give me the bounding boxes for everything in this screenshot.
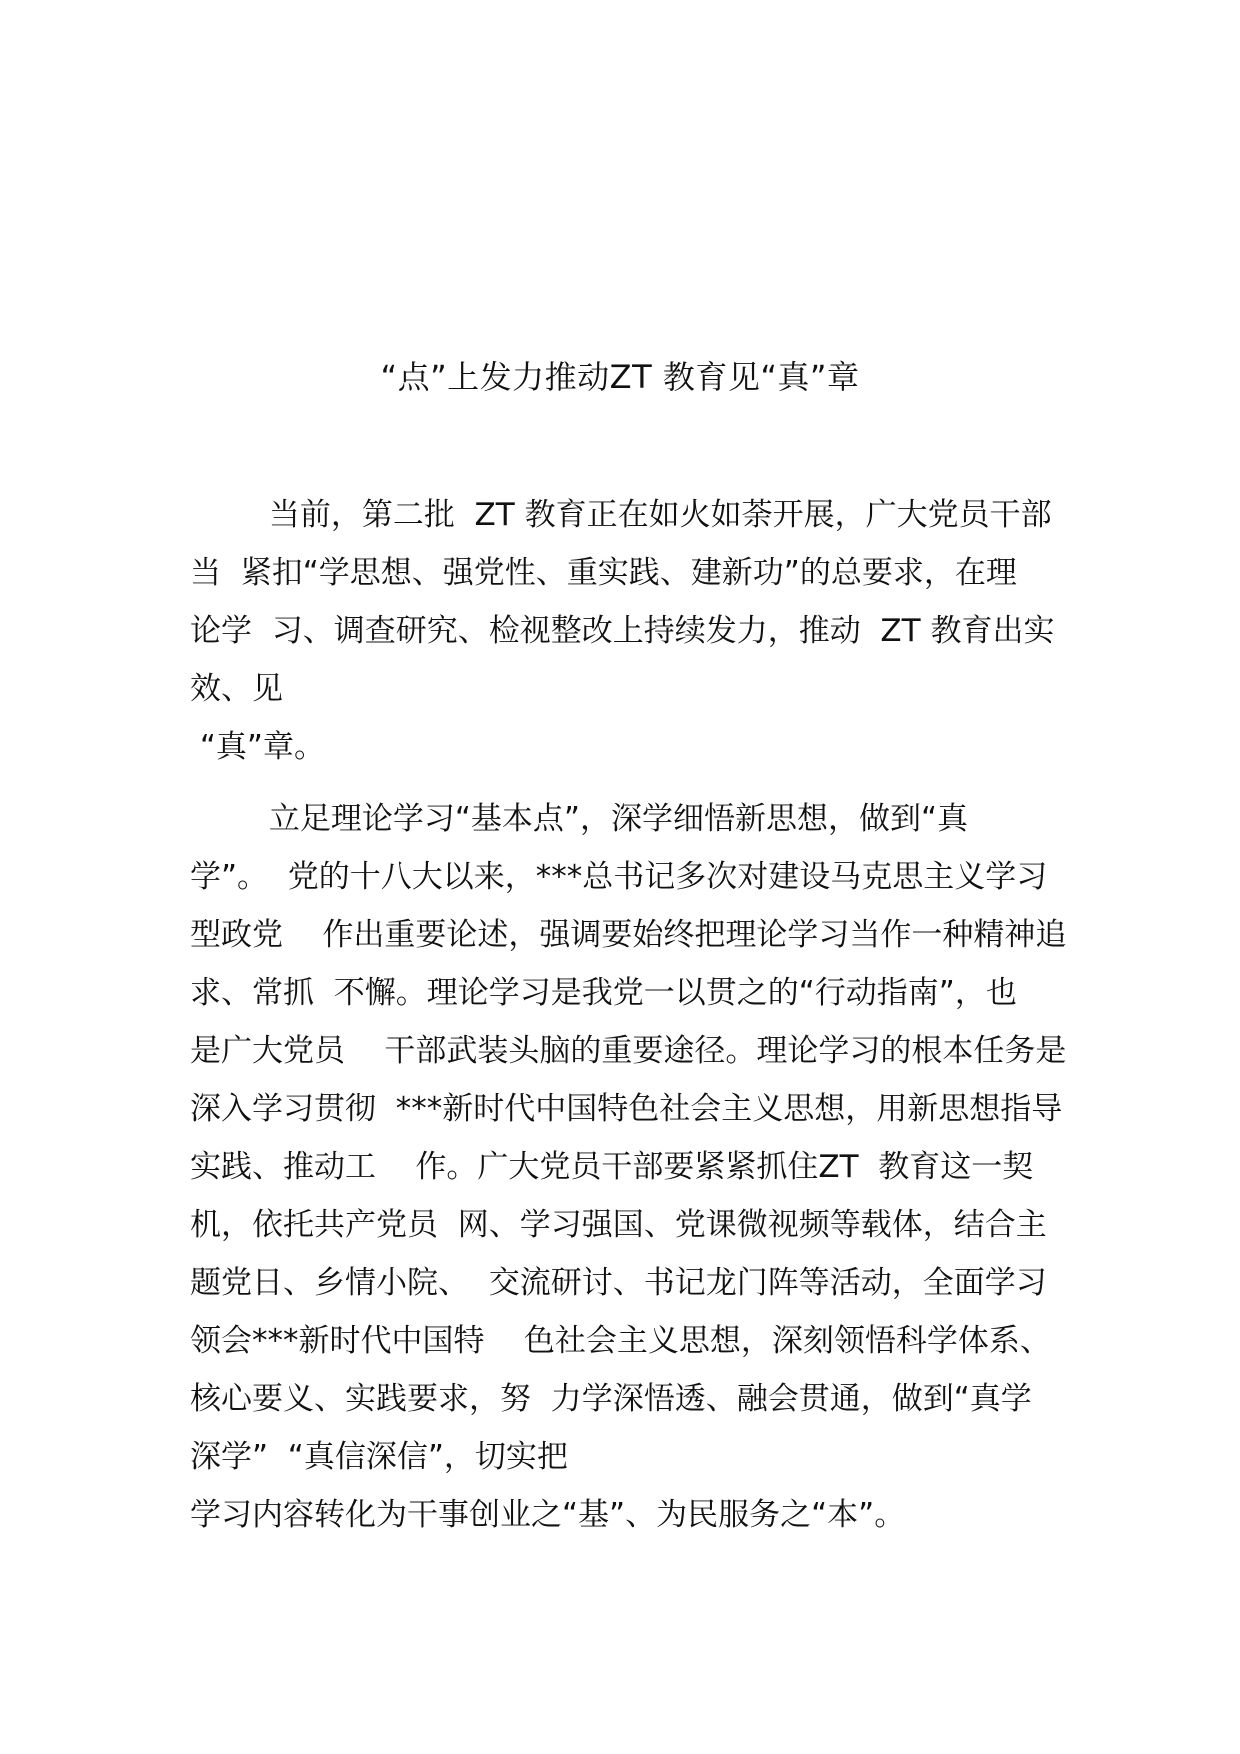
paragraph-line: 深入学习贯彻 ***新时代中国特色社会主义思想，用新思想指导 xyxy=(190,1091,1063,1127)
paragraph-line: 核心要义、实践要求，努 力学深悟透、融会贯通，做到“真学 xyxy=(190,1381,1032,1417)
paragraph-2 xyxy=(190,790,1070,1544)
paragraph-line: 领会***新时代中国特 色社会主义思想，深刻领悟科学体系、 xyxy=(190,1323,1051,1359)
paragraph-line: 效、见 xyxy=(190,671,283,707)
paragraph-line: 当前，第二批 ZT 教育正在如火如荼开展，广大党员干部 xyxy=(190,497,1052,533)
document-body xyxy=(190,486,1070,1544)
paragraph-line: 论学 习、调查研究、检视整改上持续发力，推动 ZT 教育出实 xyxy=(190,613,1055,649)
paragraph-1 xyxy=(190,486,1070,776)
paragraph-line: 题党日、乡情小院、 交流研讨、书记龙门阵等活动，全面学习 xyxy=(190,1265,1047,1301)
paragraph-line: 是广大党员 干部武装头脑的重要途径。理论学习的根本任务是 xyxy=(190,1033,1067,1069)
paragraph-line: 当 紧扣“学思想、强党性、重实践、建新功”的总要求，在理 xyxy=(190,555,1017,591)
document-title: “点”上发力推动ZT 教育见“真”章 xyxy=(380,358,860,396)
paragraph-line: 立足理论学习“基本点”，深学细悟新思想，做到“真 xyxy=(190,801,969,837)
paragraph-line: 实践、推动工 作。广大党员干部要紧紧抓住ZT 教育这一契 xyxy=(190,1149,1034,1185)
paragraph-line: 学”。 党的十八大以来，***总书记多次对建设马克思主义学习 xyxy=(190,859,1048,895)
paragraph-line: 学习内容转化为干事创业之“基”、为民服务之“本”。 xyxy=(190,1497,906,1533)
paragraph-gap xyxy=(190,776,1070,790)
paragraph-line: 深学” “真信深信”，切实把 xyxy=(190,1439,568,1475)
paragraph-line: “真”章。 xyxy=(190,729,325,765)
paragraph-line: 型政党 作出重要论述，强调要始终把理论学习当作一种精神追 xyxy=(190,917,1067,953)
paragraph-line: 求、常抓 不懈。理论学习是我党一以贯之的“行动指南”，也 xyxy=(190,975,1017,1011)
paragraph-line: 机，依托共产党员 网、学习强国、党课微视频等载体，结合主 xyxy=(190,1207,1047,1243)
